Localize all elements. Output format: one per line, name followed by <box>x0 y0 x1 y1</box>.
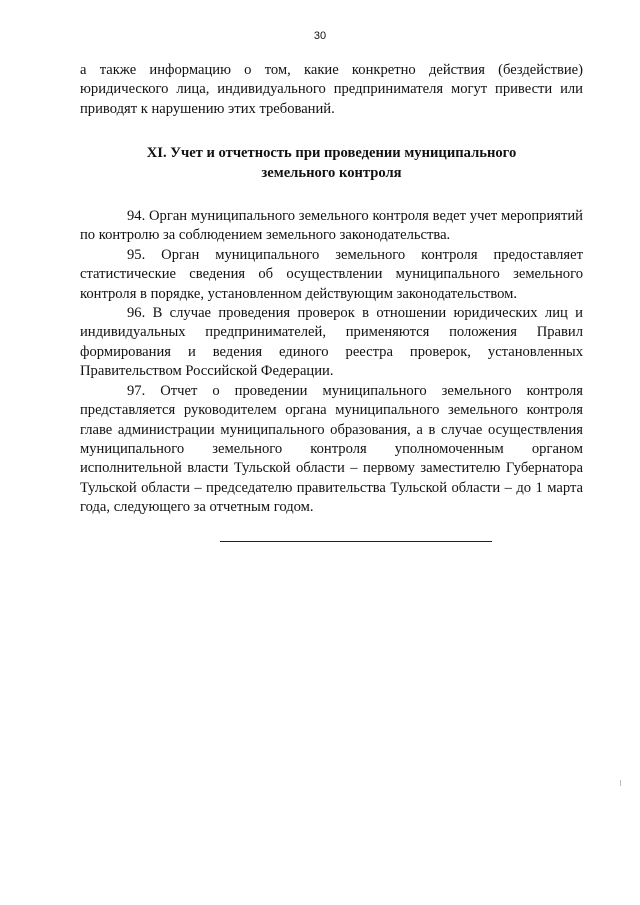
paragraph-94: 94. Орган муниципального земельного контроля ведет учет мероприятий по контролю за соблюдением земельного законодательства. <box>80 208 583 244</box>
paragraph-96: 96. В случае проведения проверок в отношении юридических лиц и индивидуальных предпринимателей, применяются положения Правил формирования и ведения единого реестра проверок, установленных Правительством Российской Федерации. <box>80 305 583 380</box>
end-separator-line <box>220 541 492 542</box>
page-number: 30 <box>313 30 327 42</box>
paragraph-97: 97. Отчет о проведении муниципального земельного контроля представляется руководителем органа муниципального земельного контроля главе администрации муниципального образования, а в случае осуществления муниципального земельного контроля уполномоченным органом исполнительной власти Тульской области – первому заместителю Губернатора Тульской области – председателю правительства Тульской области – до 1 марта года, следующего за отчетным годом. <box>80 382 583 516</box>
document-body <box>80 61 583 518</box>
section-heading: XI. Учет и отчетность при проведении муниципального земельного контроля <box>146 145 517 181</box>
scan-edge-mark <box>620 780 621 786</box>
intro-paragraph: а также информацию о том, какие конкретно действия (бездействие) юридического лица, индивидуального предпринимателя могут привести или приводят к нарушению этих требований. <box>80 62 583 117</box>
paragraph-95: 95. Орган муниципального земельного контроля предоставляет статистические сведения об осуществлении муниципального земельного контроля в порядке, установленном действующим законодательством. <box>80 246 583 302</box>
